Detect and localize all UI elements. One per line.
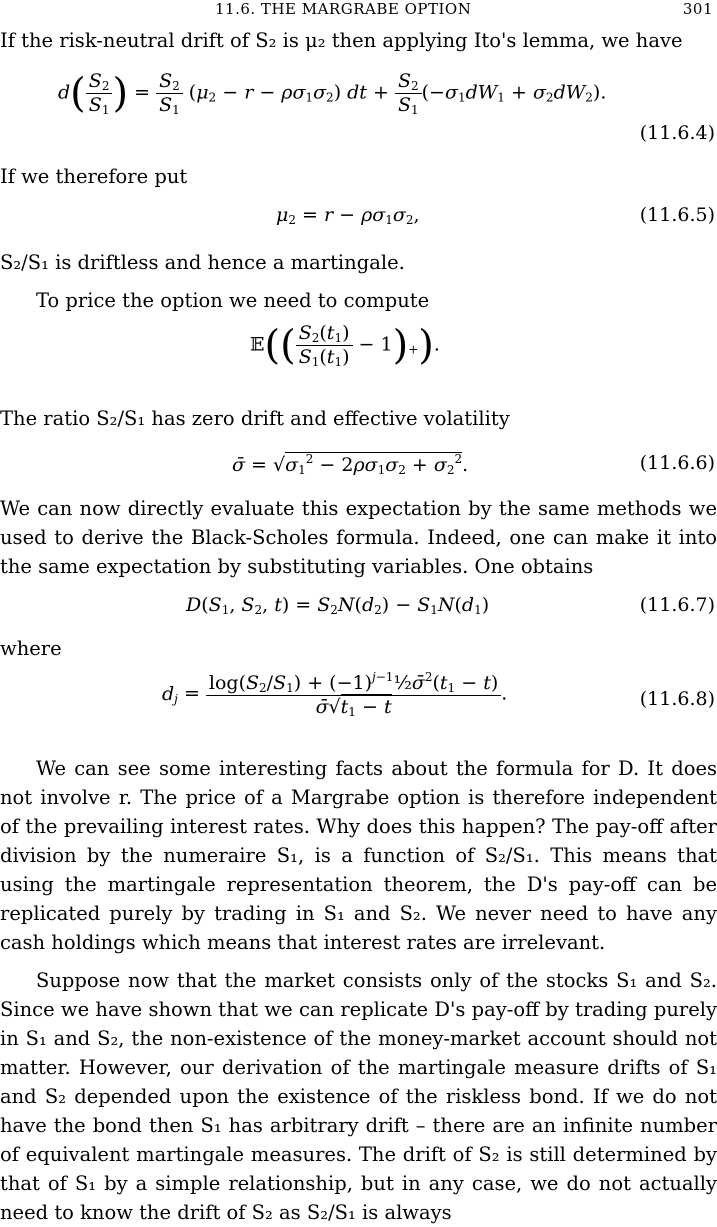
paragraph-7: where <box>0 637 62 660</box>
paragraph-3: S₂/S₁ is driftless and hence a martingale. <box>0 251 405 274</box>
paragraph-6: We can now directly evaluate this expectation by the same methods we used to derive the Black-Scholes formula. Indeed, one can make it into the same expectation by substituting variables. One obtains <box>0 497 717 578</box>
equation-number: (11.6.4) <box>639 122 715 144</box>
paragraph-1: If the risk-neutral drift of S₂ is μ₂ then applying Ito's lemma, we have <box>0 29 683 52</box>
equation-number: (11.6.8) <box>639 688 715 710</box>
expectation-expression: 𝔼(( $\frac{S_2(t_1)}{S_1(t_1)}$ − $1)_+$). <box>250 322 440 369</box>
equation-number: (11.6.5) <box>639 204 715 226</box>
paragraph-4: To price the option we need to compute <box>36 289 430 312</box>
paragraph-9: Suppose now that the market consists only of the stocks S₁ and S₂. Since we have shown that we can replicate D's pay-off by trading purely in S₁ and S₂, the non-existence of the money-market account should not matter. However, our derivation of the martingale measure drifts of S₁ and S₂ depended upon the existence of the riskless bond. If we do not have the bond then S₁ has arbitrary drift – there are an infinite number of equivalent martingale measures. The drift of S₂ is still determined by that of S₁ by a simple relationship, but in any case, we do not actually need to know the drift of S₂ as S₂/S₁ is always <box>0 969 717 1224</box>
paragraph-5: The ratio S₂/S₁ has zero drift and effective volatility <box>0 407 510 430</box>
equation-11-6-6: σ̄ = $√\sigma_1^2 - 2\rho\sigma_1\sigma_2 + \sigma_2^2$. <box>232 452 469 477</box>
equation-11-6-7: $D(S_1$, $S_2$, $t) = S_2N(d_2) - S_1N(d_1)$ <box>186 594 490 617</box>
equation-11-6-5: $\mu_2 = r - \rho\sigma_1\sigma_2$, <box>276 204 420 227</box>
section-title: 11.6. THE MARGRABE OPTION <box>215 0 472 18</box>
running-header <box>0 0 717 20</box>
equation-number: (11.6.6) <box>639 452 715 474</box>
equation-number: (11.6.7) <box>639 594 715 616</box>
page-number: 301 <box>682 0 713 18</box>
paragraph-2: If we therefore put <box>0 165 188 188</box>
equation-11-6-8: $d_j$ = $\frac{\log(S_2/S_1) + (-1)^{j-1}\frac{1}{2}\sigmā^2(t_1 - t)}{\sigmā√t_1 - t}$ . <box>162 670 508 719</box>
equation-11-6-4: d( $\frac{S_2}{S_1}$ ) = $\frac{S_2}{S_1}$ $(\mu_2 - r - \rho\sigma_1\sigma_2)$ dt + $\frac{S_2}{S_1}$ $(-\sigma_1dW_1 + \sigma_2dW_2)$. <box>58 70 607 117</box>
paragraph-8: We can see some interesting facts about the formula for D. It does not involve r. The price of a Margrabe option is therefore independent of the prevailing interest rates. Why does this happen? The pay-off after division by the numeraire S₁, is a function of S₂/S₁. This means that using the martingale representation theorem, the D's pay-off can be replicated purely by trading in S₁ and S₂. We never need to have any cash holdings which means that interest rates are irrelevant. <box>0 757 717 954</box>
